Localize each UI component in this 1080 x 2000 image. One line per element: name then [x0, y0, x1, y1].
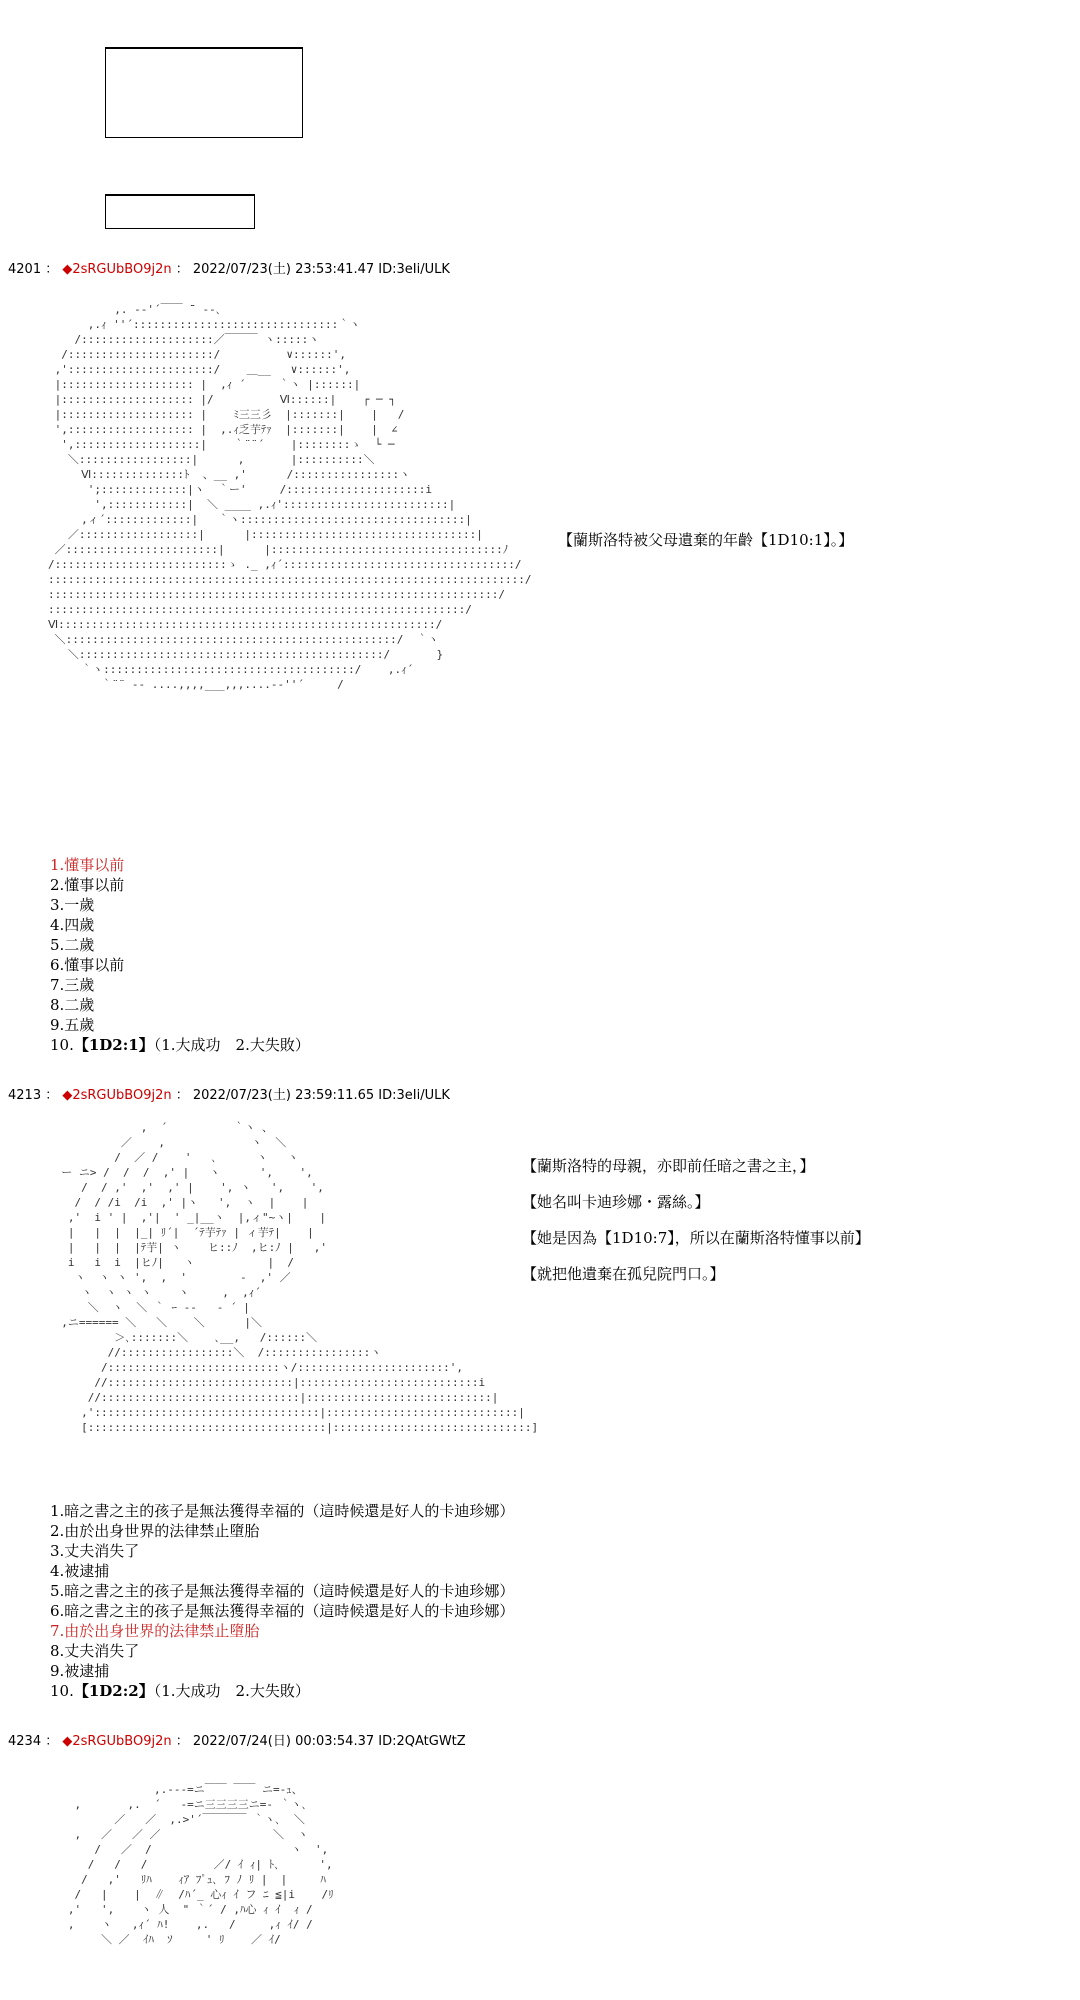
- list-item: 7.三歲: [50, 976, 95, 994]
- post-caption: 【蘭斯洛特被父母遺棄的年齡【1D10:1】。】: [558, 531, 854, 549]
- post-number: 4234: [8, 1734, 42, 1749]
- post-meta: 2022/07/24(日) 00:03:54.37 ID:2QAtGWtZ: [192, 1734, 466, 1749]
- post-header: 4213 ： ◆2sRGUbBO9j2n ： 2022/07/23(土) 23:59:11.65 ID:3eIi/ULK: [8, 1088, 450, 1103]
- roll-options: （1.大成功 2.大失敗）: [153, 1036, 310, 1054]
- list-item: 6.懂事以前: [50, 956, 125, 974]
- post-meta: 2022/07/23(土) 23:59:11.65 ID:3eIi/ULK: [192, 1088, 450, 1103]
- list-item: 4.被逮捕: [50, 1562, 110, 1580]
- post-number: 4213: [8, 1088, 42, 1103]
- list-item: 4.四歲: [50, 916, 95, 934]
- empty-frame-large: [105, 47, 303, 138]
- list-item: 3.丈夫消失了: [50, 1542, 140, 1560]
- roll-prefix: 10.: [50, 1036, 74, 1054]
- list-item: 8.丈夫消失了: [50, 1642, 140, 1660]
- post-captions: [522, 1148, 870, 1292]
- dice-roll: 【1D2:1】: [73, 1036, 154, 1054]
- post-header: 4201 ： ◆2sRGUbBO9j2n ： 2022/07/23(土) 23:53:41.47 ID:3eIi/ULK: [8, 262, 450, 277]
- post-caption: 【蘭斯洛特的母親，亦即前任暗之書之主，】: [522, 1157, 815, 1175]
- dice-roll: 【1D2:2】: [73, 1682, 154, 1700]
- list-item: 5.暗之書之主的孩子是無法獲得幸福的（這時候還是好人的卡迪珍娜）: [50, 1582, 515, 1600]
- roll-options: （1.大成功 2.大失敗）: [153, 1682, 310, 1700]
- list-item: 7.由於出身世界的法律禁止墮胎: [50, 1622, 260, 1640]
- ascii-art-figure: ,.-‐-=ニ￣￣ ￣￣ ニ=‐ｭ、 , ,. ´ ‐=ニ三三三三ニ=‐ ｀ヽ､ ／ ／ ,.>'´￣￣￣￣ ｀ヽ､ ＼ , ／ ／ ／ ＼ ヽ / ／ / ヽ ', / / / ／/ ｲ ｨ| ﾄ､ ', / ,' ﾘﾊ ｨｱ ﾌﾟｭ､ ﾌ ﾉ ﾘ | | ﾊ / | | ∥ /ﾊ´_ 心ｨ ｲ フ ﾆ ≦|i /ﾘ ,' ', ヽ 人 " ｀´ / ,ﾊ心 ｨ ｲ ｨ / , ヽ ,ｨ´ ﾊ! ,. / ,ｨ ｲ/ / ＼ ／ ｲﾊ ｿ ' ﾘ ／ ｲ/: [67, 1783, 334, 1946]
- list-item: 6.暗之書之主的孩子是無法獲得幸福的（這時候還是好人的卡迪珍娜）: [50, 1602, 515, 1620]
- list-item: 9.被逮捕: [50, 1662, 110, 1680]
- list-item: 1.懂事以前: [50, 856, 125, 874]
- trip-code: ◆2sRGUbBO9j2n: [62, 1734, 172, 1749]
- post-caption: 【就把他遺棄在孤兒院門口。】: [522, 1265, 725, 1283]
- post-caption: 【她是因為【1D10:7】，所以在蘭斯洛特懂事以前】: [522, 1229, 870, 1247]
- post-caption: 【她名叫卡迪珍娜・露絲。】: [522, 1193, 710, 1211]
- list-item: 8.二歲: [50, 996, 95, 1014]
- list-item: 3.一歲: [50, 896, 95, 914]
- post-number: 4201: [8, 262, 42, 277]
- post-header: 4234 ： ◆2sRGUbBO9j2n ： 2022/07/24(日) 00:03:54.37 ID:2QAtGWtZ: [8, 1734, 466, 1749]
- ascii-art-figure: , ´ ｀ヽ 、 ／ , ヽ ＼ / ／ / ' ､ ヽ ヽ ー ニ> / / / ,' | ヽ ', ', / / ,' ,' ,' | ', ヽ ', ', / / /i /i ,' |ヽ ', ヽ | | ,' i ' | ,'| ' _|__ヽ |,ィ"~ヽ| | | | | |_| ﾘ´| ´ﾃ芋ﾃｧ | ィ芋ﾃ| | | | | |ﾃ芋| ヽ ヒ::ﾉ ,ヒ:ﾉ | ,' i i i |ヒﾉ| ヽ | / ヽ ヽ ヽ ', , ' - ,' ／ ヽ ヽ ヽ ヽ ヽ , ,ｨ´ ＼ ヽ ＼ ｀ ｰ ‐- ‐ ´ | ,ニ====== ＼ ＼ ＼ |＼ ＞､:::::::＼ ､__, /::::::＼ //:::::::::::::::::＼ /::::::::::::::::ヽ /::::::::::::::::::::::::::ヽ/:::::::::::::::::::::::', //::::::::::::::::::::::::::::|:::::::::::::::::::::::::::i //::::::::::::::::::::::::::::::|::::::::::::::::::::::::::::| ,'::::::::::::::::::::::::::::::::::|:::::::::::::::::::::::::::::| [::::::::::::::::::::::::::::::::::::|::::::::::::::::::::::::::::::]: [61, 1121, 539, 1434]
- choice-list: [50, 855, 310, 1055]
- list-item: [50, 1035, 310, 1055]
- list-item: 2.由於出身世界的法律禁止墮胎: [50, 1522, 260, 1540]
- list-item: 2.懂事以前: [50, 876, 125, 894]
- list-item: [50, 1681, 514, 1701]
- choice-list: [50, 1501, 514, 1701]
- empty-frame-small: [105, 194, 255, 229]
- list-item: 9.五歲: [50, 1016, 95, 1034]
- roll-prefix: 10.: [50, 1682, 74, 1700]
- list-item: 1.暗之書之主的孩子是無法獲得幸福的（這時候還是好人的卡迪珍娜）: [50, 1502, 515, 1520]
- ascii-art-figure: ,. -‐'´￣￣ ̄¨ ‐-､ ,.ｨ ''´:::::::::::::::::::::::::::::::｀ヽ /::::::::::::::::::::／￣￣￣ ヽ:::::ヽ /::::::::::::::::::::::/ ∨::::::', ,'::::::::::::::::::::::/ ＿__ ∨::::::', |:::::::::::::::::::: | ,ｨ ´ ｀ヽ |::::::| |:::::::::::::::::::: |/ Ⅵ::::::| ┌ ─ ┐ |:::::::::::::::::::: | ﾐ三三彡 |:::::::| | / ',::::::::::::::::::: | ,.ｨ乏芋ﾃｧ |:::::::| | ∠ ',:::::::::::::::::::| ｀¨¨´ |::::::::ゝ └ ─ ＼:::::::::::::::::| , |::::::::::＼ Ⅵ::::::::::::::ﾄ 、__ ,' /::::::::::::::::ヽ ';:::::::::::::|ヽ ｀ー' /:::::::::::::::::::::i ',::::::::::::| ＼ ____ ,.ｨ':::::::::::::::::::::::::| ,ィ´:::::::::::::| ｀ヽ::::::::::::::::::::::::::::::::::| ／::::::::::::::::::| |::::::::::::::::::::::::::::::::::| ／:::::::::::::::::::::::| |:::::::::::::::::::::::::::::::::::ﾉ /::::::::::::::::::::::::::ゝ ._ ,ｨ´:::::::::::::::::::::::::::::::::::/ ::::::::::::::::::::::::::::::::::::::::::::::::::::::::::::::::::::::::/ ::::::::::::::::::::::::::::::::::::::::::::::::::::::::::::::::::::/ :::::::::::::::::::::::::::::::::::::::::::::::::::::::::::::::/ Ⅵ:::::::::::::::::::::::::::::::::::::::::::::::::::::::::/ ＼::::::::::::::::::::::::::::::::::::::::::::::::::/ ｀ヽ ＼::::::::::::::::::::::::::::::::::::::::::::::/ } ｀ヽ::::::::::::::::::::::::::::::::::::::/ ,.ｨ´ ｀¨¨ ‐- ....,,,,___,,,....-‐''´ /: [48, 303, 532, 691]
- trip-code: ◆2sRGUbBO9j2n: [62, 1088, 172, 1103]
- post-meta: 2022/07/23(土) 23:53:41.47 ID:3eIi/ULK: [192, 262, 450, 277]
- list-item: 5.二歲: [50, 936, 95, 954]
- trip-code: ◆2sRGUbBO9j2n: [62, 262, 172, 277]
